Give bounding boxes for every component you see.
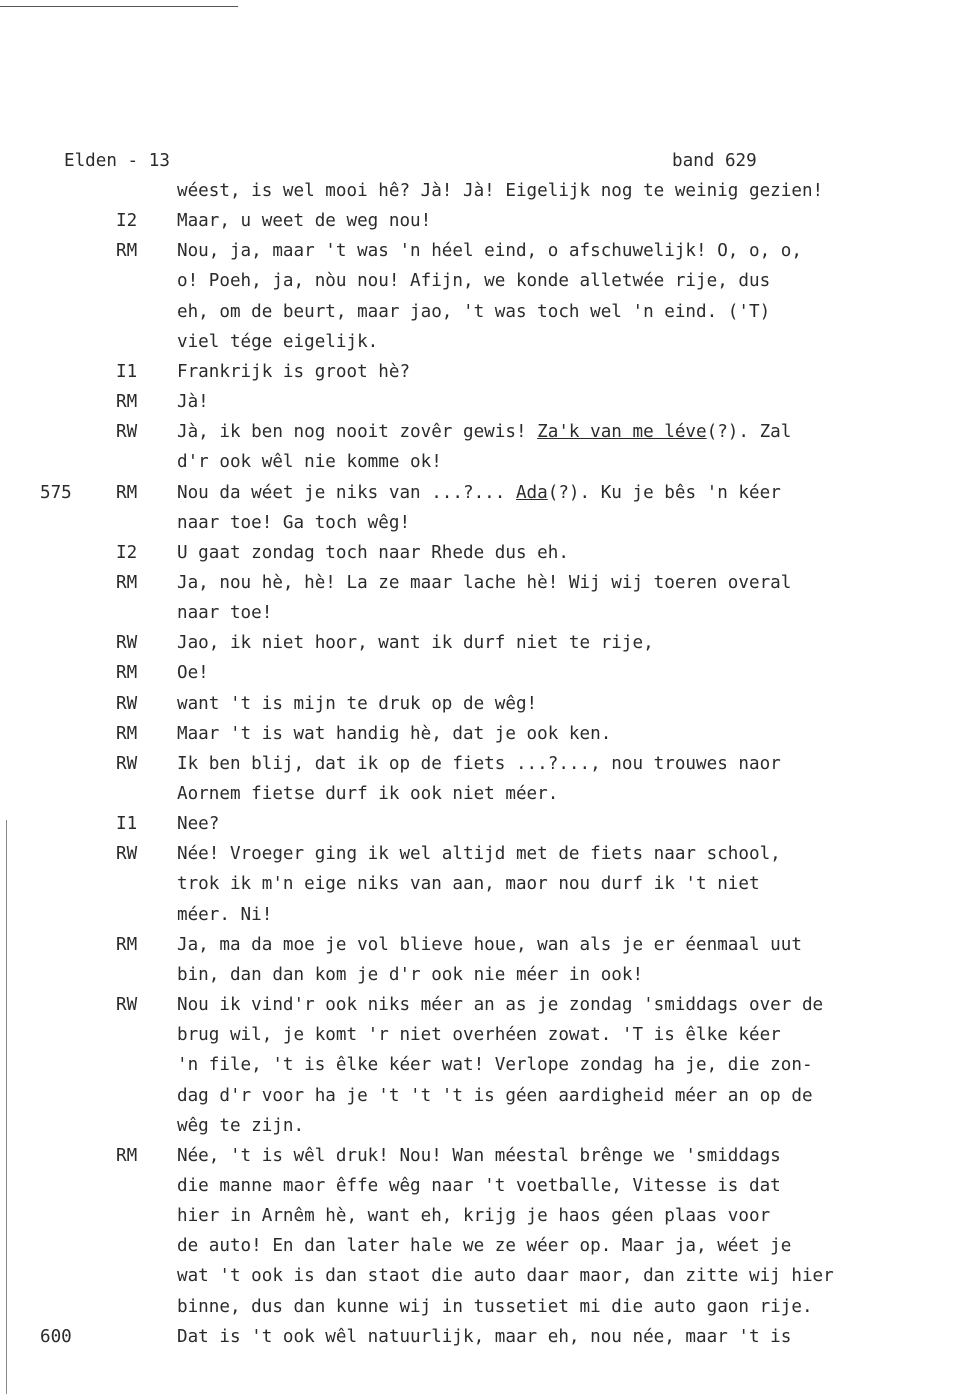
utterance-text	[177, 478, 781, 508]
utterance-segment: d'r ook wêl nie komme ok!	[177, 452, 442, 473]
utterance-text	[177, 869, 760, 899]
utterance-text	[177, 900, 272, 930]
transcript-line	[0, 1261, 966, 1291]
utterance-segment: wêg te zijn.	[177, 1115, 305, 1136]
speaker-code: RW	[116, 995, 138, 1015]
utterance-text	[177, 447, 442, 477]
utterance-segment: (?). Zal	[706, 422, 792, 443]
utterance-text	[177, 1261, 834, 1291]
utterance-text	[177, 1231, 791, 1261]
header-left: Elden - 13	[64, 151, 170, 171]
transcript-line	[0, 568, 966, 598]
utterance-text	[177, 1141, 781, 1171]
utterance-segment: Jà!	[177, 392, 209, 412]
utterance-text	[177, 839, 781, 869]
transcript-line	[0, 206, 966, 236]
speaker-code: RM	[116, 934, 138, 955]
line-number: 600	[40, 1326, 72, 1347]
utterance-segment: hier in Arnêm hè, want eh, krijg je haos géen plaas voor	[177, 1206, 771, 1227]
speaker-code: RM	[116, 723, 138, 744]
utterance-segment: trok ik m'n eige niks van aan, maor nou durf ik 't niet	[177, 874, 760, 895]
utterance-segment: Jà, ik ben nog nooit zovêr gewis!	[177, 422, 538, 443]
top-rule	[0, 6, 238, 7]
utterance-text	[177, 417, 791, 447]
transcript-line	[0, 176, 966, 206]
transcript-line	[0, 749, 966, 779]
utterance-segment: die manne maor êffe wêg naar 't voetballe, Vitesse is dat	[177, 1175, 781, 1196]
transcript-line	[0, 417, 966, 447]
transcript-line	[0, 719, 966, 749]
utterance-text	[177, 990, 823, 1020]
transcript-line	[0, 1201, 966, 1231]
underlined-uncertain-text: Za'k van me léve	[537, 422, 707, 443]
speaker-code: RM	[116, 482, 138, 503]
speaker-code: I1	[116, 361, 138, 382]
utterance-text	[177, 1292, 813, 1322]
utterance-segment: wat 't ook is dan staot die auto daar maor, dan zitte wij hier	[177, 1266, 834, 1287]
utterance-segment: Maar 't is wat handig hè, dat je ook ken.	[177, 723, 612, 744]
speaker-code: RM	[116, 392, 138, 412]
transcript-line	[0, 1020, 966, 1050]
utterance-text	[177, 538, 569, 568]
speaker-code: RM	[116, 1145, 138, 1166]
speaker-code: I2	[116, 542, 138, 563]
utterance-segment: Ja, nou hè, hè! La ze maar lache hè! Wij wij toeren overal	[177, 573, 792, 593]
transcript-line	[0, 598, 966, 628]
transcript-line	[0, 689, 966, 719]
utterance-text	[177, 1081, 813, 1111]
transcript-line	[0, 930, 966, 960]
transcript-line	[0, 1292, 966, 1322]
transcript-line	[0, 297, 966, 327]
utterance-segment: want 't is mijn te druk op de wêg!	[177, 693, 538, 714]
transcript-line	[0, 658, 966, 688]
speaker-code: I1	[116, 814, 138, 835]
utterance-segment: Maar, u weet de weg nou!	[177, 211, 432, 232]
utterance-segment: naar toe!	[177, 603, 273, 624]
utterance-segment: binne, dus dan kunne wij in tussetiet mi die auto gaon rije.	[177, 1296, 813, 1317]
utterance-text	[177, 930, 802, 960]
transcript-line	[0, 1171, 966, 1201]
utterance-segment: U gaat zondag toch naar Rhede dus eh.	[177, 542, 569, 563]
utterance-segment: Née! Vroeger ging ik wel altijd met de fiets naar school,	[177, 844, 781, 865]
utterance-segment: brug wil, je komt 'r niet overhéen zowat. 'T is êlke kéer	[177, 1025, 781, 1046]
utterance-segment: Nee?	[177, 814, 220, 835]
transcript-line	[0, 1322, 966, 1352]
transcript-line	[0, 327, 966, 357]
utterance-segment: Ja, ma da moe je vol blieve houe, wan als je er éenmaal uut	[177, 934, 802, 955]
utterance-segment: (?). Ku je bês 'n kéer	[547, 482, 781, 503]
utterance-text	[177, 749, 781, 779]
utterance-text	[177, 1111, 304, 1141]
utterance-segment: Nou da wéet je niks van ...?...	[177, 482, 516, 503]
transcript-line	[0, 839, 966, 869]
utterance-segment: dag d'r voor ha je 't 't 't is géen aardigheid méer an op de	[177, 1085, 813, 1106]
utterance-text	[177, 809, 219, 839]
utterance-segment: Dat is 't ook wêl natuurlijk, maar eh, nou née, maar 't is	[177, 1326, 792, 1347]
utterance-segment: Oe!	[177, 663, 209, 684]
line-number: 575	[40, 482, 72, 503]
utterance-segment: o! Poeh, ja, nòu nou! Afijn, we konde alletwée rije, dus	[177, 271, 771, 292]
utterance-text	[177, 1171, 781, 1201]
utterance-text	[177, 236, 802, 266]
speaker-code: RW	[116, 844, 138, 865]
speaker-code: RW	[116, 422, 138, 443]
utterance-text	[177, 327, 378, 357]
utterance-segment: méer. Ni!	[177, 904, 273, 925]
utterance-text	[177, 1201, 770, 1231]
underlined-uncertain-text: Ada	[515, 482, 548, 503]
transcript-line	[0, 1111, 966, 1141]
transcript-line	[0, 447, 966, 477]
utterance-segment: Aornem fietse durf ik ook niet méer.	[177, 784, 559, 804]
utterance-text	[177, 387, 209, 417]
transcript-line	[0, 960, 966, 990]
transcript-line	[0, 809, 966, 839]
utterance-text	[177, 1020, 781, 1050]
utterance-segment: Née, 't is wêl druk! Nou! Wan méestal brênge we 'smiddags	[177, 1145, 781, 1166]
transcript-line	[0, 779, 966, 809]
transcript-line	[0, 1081, 966, 1111]
utterance-text	[177, 960, 643, 990]
utterance-text	[177, 568, 791, 598]
transcript-line	[0, 236, 966, 266]
utterance-text	[177, 206, 431, 236]
utterance-text	[177, 508, 410, 538]
utterance-segment: viel tége eigelijk.	[177, 331, 379, 352]
utterance-text	[177, 628, 654, 658]
utterance-segment: Jao, ik niet hoor, want ik durf niet te rije,	[177, 633, 654, 654]
transcript-line	[0, 990, 966, 1020]
utterance-segment: eh, om de beurt, maar jao, 't was toch wel 'n eind. ('T)	[177, 301, 771, 322]
transcript-line	[0, 357, 966, 387]
utterance-text	[177, 779, 558, 809]
utterance-text	[177, 1322, 791, 1352]
utterance-segment: wéest, is wel mooi hê? Jà! Jà! Eigelijk nog te weinig gezien!	[177, 181, 824, 201]
transcript-line	[0, 1050, 966, 1080]
utterance-text	[177, 719, 611, 749]
speaker-code: RM	[116, 663, 138, 684]
utterance-text	[177, 598, 272, 628]
speaker-code: RW	[116, 753, 138, 774]
speaker-code: RW	[116, 693, 138, 714]
utterance-text	[177, 658, 209, 688]
speaker-code: RW	[116, 633, 138, 654]
header-right: band 629	[672, 151, 757, 171]
utterance-segment: Frankrijk is groot hè?	[177, 361, 411, 382]
transcript-line	[0, 387, 966, 417]
utterance-segment: naar toe! Ga toch wêg!	[177, 512, 411, 533]
speaker-code: RM	[116, 241, 138, 262]
speaker-code: RM	[116, 573, 138, 593]
utterance-segment: de auto! En dan later hale we ze wéer op. Maar ja, wéet je	[177, 1236, 792, 1257]
utterance-text	[177, 266, 770, 296]
speaker-code: I2	[116, 211, 138, 232]
transcript-line	[0, 508, 966, 538]
transcript-line	[0, 1141, 966, 1171]
utterance-text	[177, 297, 770, 327]
transcript-line	[0, 628, 966, 658]
utterance-segment: Nou ik vind'r ook niks méer an as je zondag 'smiddags over de	[177, 995, 824, 1015]
utterance-text	[177, 357, 410, 387]
utterance-text	[177, 689, 537, 719]
utterance-text	[177, 176, 823, 206]
transcript-line	[0, 1231, 966, 1261]
transcript-line	[0, 900, 966, 930]
utterance-segment: Nou, ja, maar 't was 'n héel eind, o afschuwelijk! O, o, o,	[177, 241, 802, 262]
transcript-line	[0, 538, 966, 568]
utterance-segment: Ik ben blij, dat ik op de fiets ...?..., nou trouwes naor	[177, 753, 781, 774]
utterance-text	[177, 1050, 813, 1080]
utterance-segment: bin, dan dan kom je d'r ook nie méer in ook!	[177, 964, 644, 985]
utterance-segment: 'n file, 't is êlke kéer wat! Verlope zondag ha je, die zon-	[177, 1055, 813, 1076]
transcript-line	[0, 266, 966, 296]
transcript-line	[0, 478, 966, 508]
transcript-line	[0, 869, 966, 899]
